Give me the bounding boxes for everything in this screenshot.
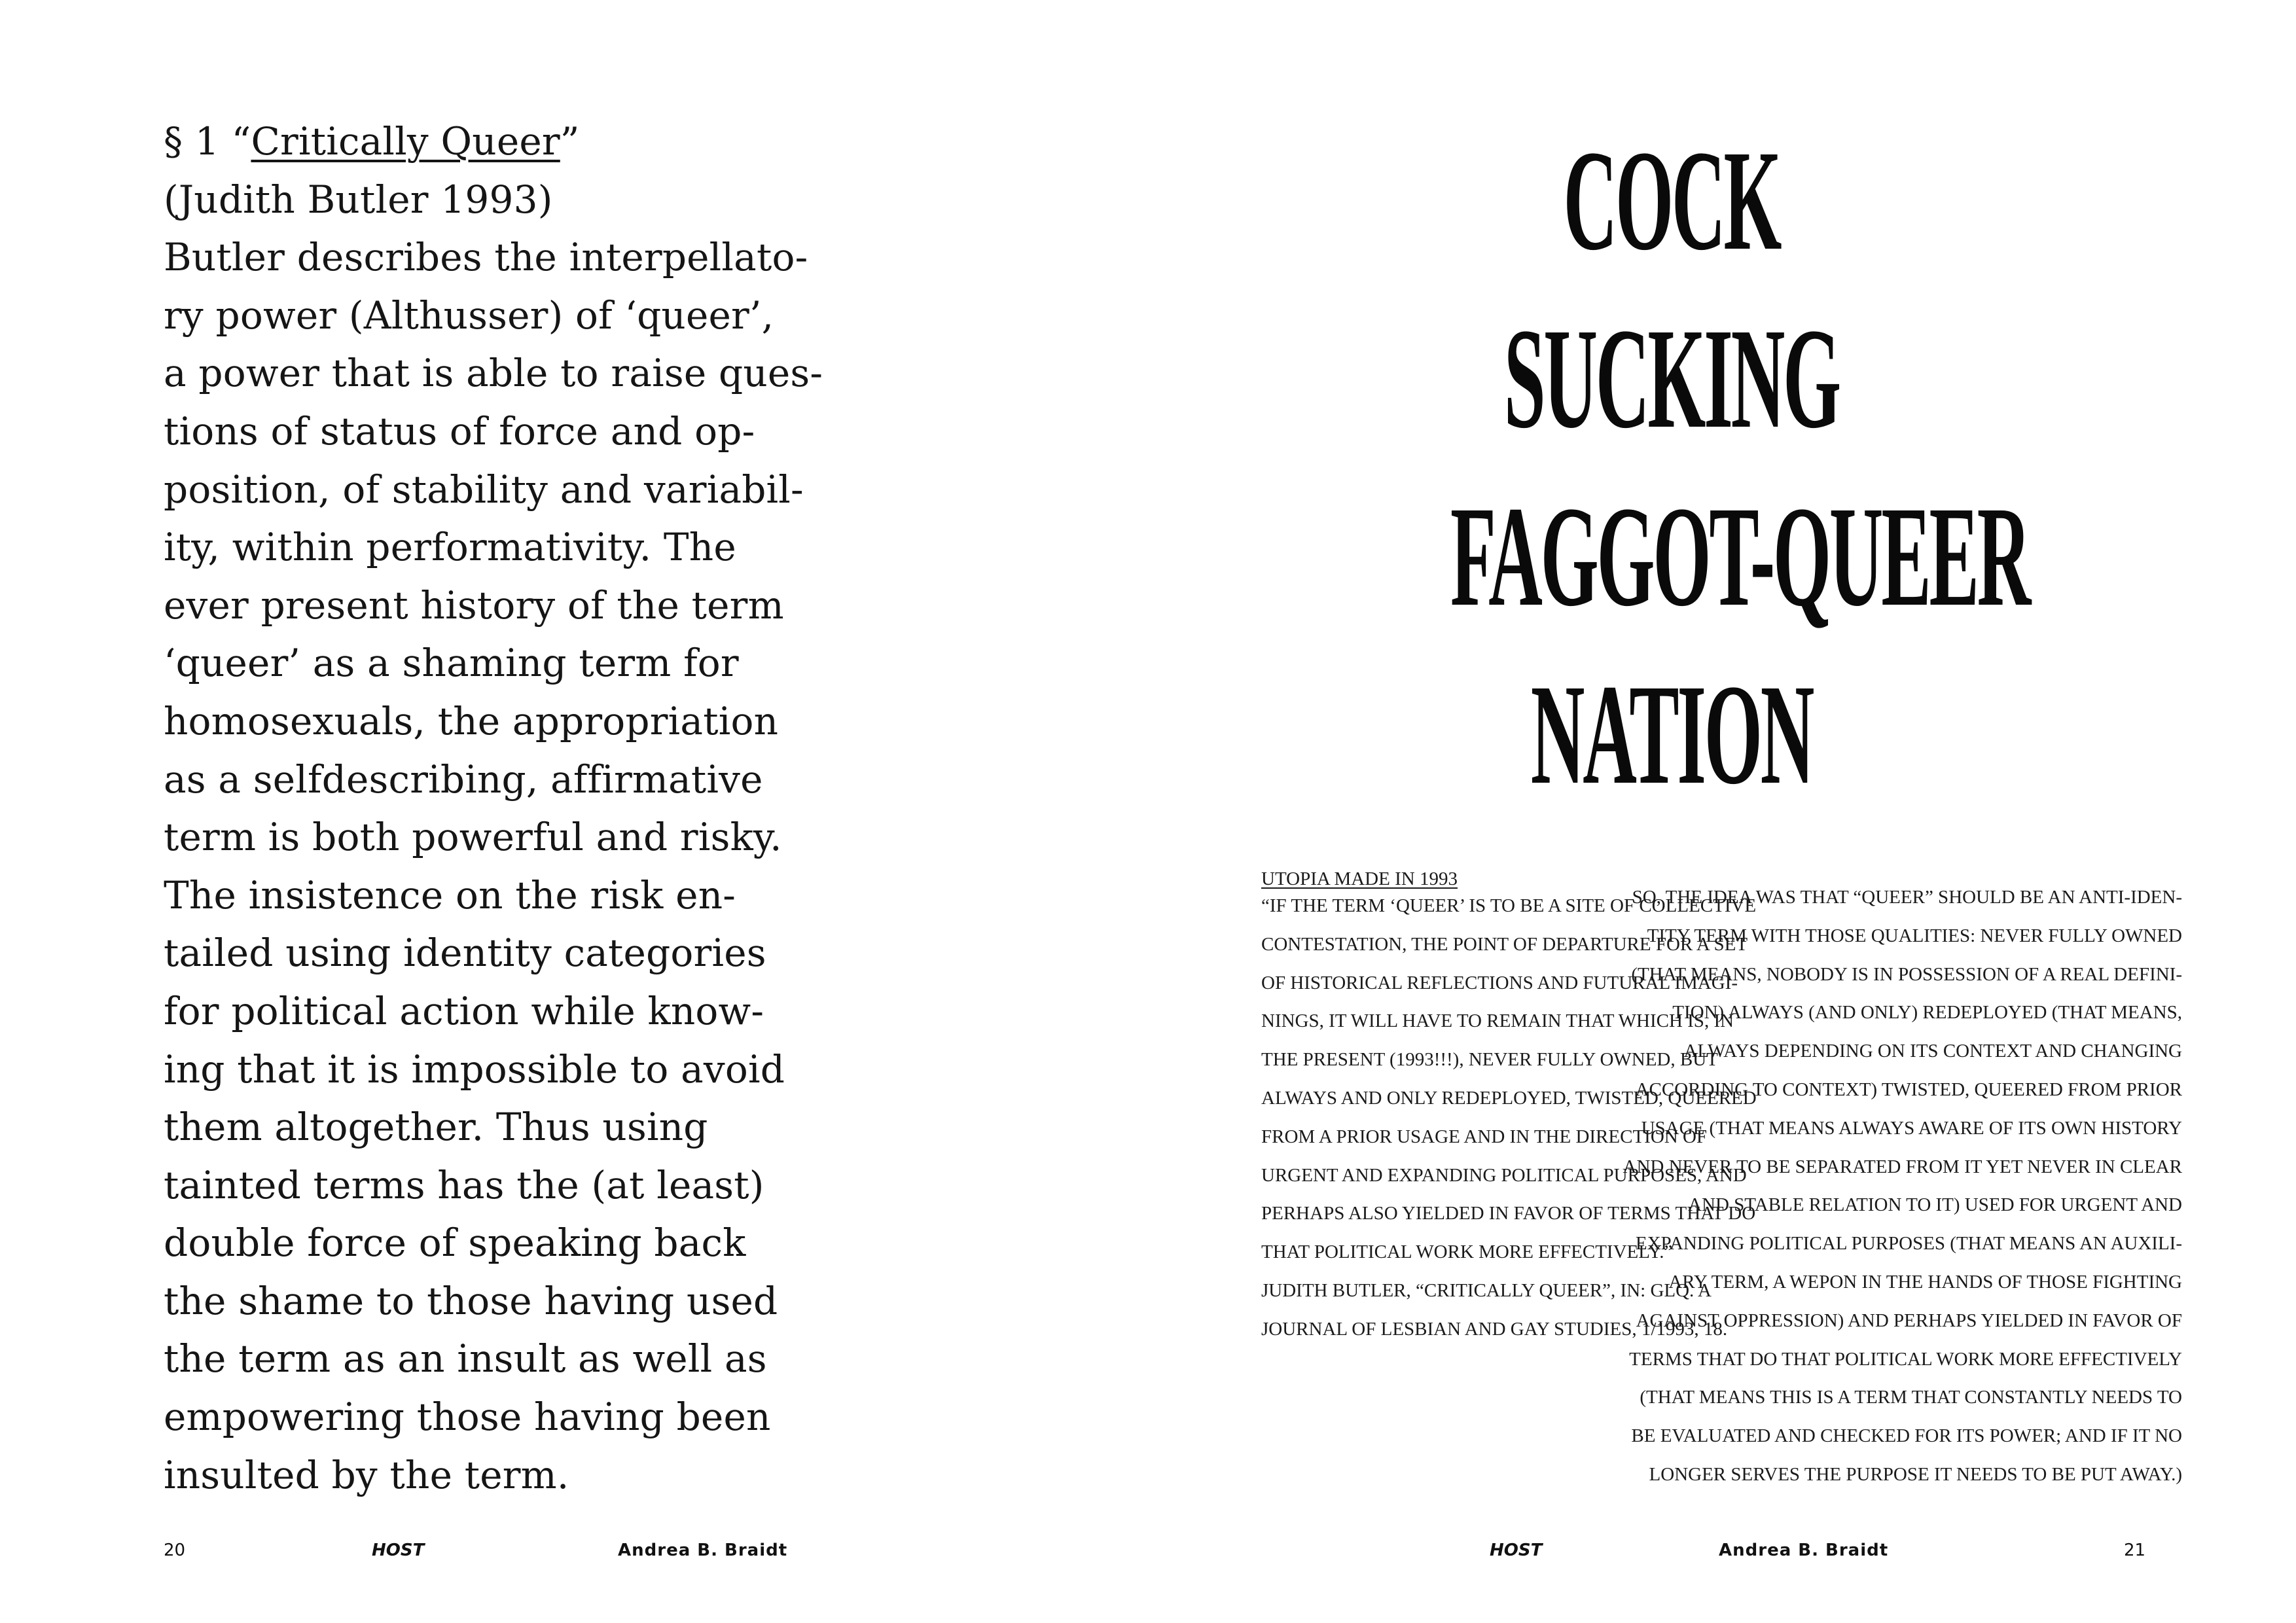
headline-line: COCK xyxy=(1563,120,1780,280)
left-author-name: Andrea B. Braidt xyxy=(618,1541,788,1560)
section-prefix: § 1 “ xyxy=(164,119,251,164)
headline-line: FAGGOT-QUEER xyxy=(1450,476,2030,636)
main-line: ARY TERM, A WEPON IN THE HANDS OF THOSE FIGHTING xyxy=(1668,1271,2182,1293)
section-title: Critically Queer xyxy=(251,119,560,164)
quote-line: PERHAPS ALSO YIELDED IN FAVOR OF TERMS THAT DO xyxy=(1261,1203,1756,1224)
body-line: term is both powerful and risky. xyxy=(164,815,782,860)
main-line: TION) ALWAYS (AND ONLY) REDEPLOYED (THAT MEANS, xyxy=(1672,1002,2182,1024)
main-line: SO, THE IDEA WAS THAT “QUEER” SHOULD BE AN ANTI-IDEN- xyxy=(1632,887,2182,908)
body-line: the shame to those having used xyxy=(164,1278,778,1323)
quote-line: “IF THE TERM ‘QUEER’ IS TO BE A SITE OF COLLECTIVE xyxy=(1261,895,1757,916)
quote-line: NINGS, IT WILL HAVE TO REMAIN THAT WHICH IS, IN xyxy=(1261,1010,1734,1032)
body-line: tailed using identity categories xyxy=(164,931,766,976)
body-line: empowering those having been xyxy=(164,1395,771,1440)
headline-line: NATION xyxy=(1530,654,1813,814)
utopia-label: UTOPIA MADE IN 1993 xyxy=(1261,868,1458,889)
quote-line: URGENT AND EXPANDING POLITICAL PURPOSES, AND xyxy=(1261,1164,1747,1186)
left-publication-name: HOST xyxy=(372,1541,425,1560)
right-page-number: 21 xyxy=(2124,1541,2146,1560)
quote-line: ALWAYS AND ONLY REDEPLOYED, TWISTED, QUEERED xyxy=(1261,1087,1757,1109)
right-page xyxy=(1148,0,2296,1623)
main-line: AGAINST OPPRESSION) AND PERHAPS YIELDED IN FAVOR OF xyxy=(1636,1310,2182,1331)
headline-line: SUCKING xyxy=(1503,298,1840,458)
main-line: ALWAYS DEPENDING ON ITS CONTEXT AND CHANGING xyxy=(1683,1041,2182,1062)
body-line: as a selfdescribing, affirmative xyxy=(164,757,763,802)
headline xyxy=(1246,111,2097,823)
quote-line: THAT POLITICAL WORK MORE EFFECTIVELY.” xyxy=(1261,1241,1673,1263)
left-text-block xyxy=(164,113,851,1504)
anti-identity-text xyxy=(1623,878,2182,1494)
main-line: USAGE (THAT MEANS ALWAYS AWARE OF ITS OWN HISTORY xyxy=(1641,1117,2182,1139)
main-line: EXPANDING POLITICAL PURPOSES (THAT MEANS AN AUXILI- xyxy=(1635,1233,2182,1255)
body-line: position, of stability and variabil- xyxy=(164,467,804,512)
left-page-number: 20 xyxy=(164,1541,186,1560)
right-author-name: Andrea B. Braidt xyxy=(1719,1541,1889,1560)
section-heading xyxy=(164,113,851,171)
body-line: Butler describes the interpellato- xyxy=(164,235,808,280)
quote-line: JOURNAL OF LESBIAN AND GAY STUDIES, 1/1993, 18. xyxy=(1261,1318,1728,1340)
body-line: ing that it is impossible to avoid xyxy=(164,1046,785,1092)
quote-line: OF HISTORICAL REFLECTIONS AND FUTURAL IMAGI- xyxy=(1261,972,1738,993)
body-line: ity, within performativity. The xyxy=(164,525,736,570)
body-line: for political action while know- xyxy=(164,988,764,1033)
main-line: AND NEVER TO BE SEPARATED FROM IT YET NEVER IN CLEAR xyxy=(1623,1156,2182,1177)
quote-line: CONTESTATION, THE POINT OF DEPARTURE FOR A SET xyxy=(1261,933,1748,955)
main-line: AND STABLE RELATION TO IT) USED FOR URGENT AND xyxy=(1688,1194,2182,1216)
quote-line: JUDITH BUTLER, “CRITICALLY QUEER”, IN: GLQ. A xyxy=(1261,1279,1712,1301)
main-line: BE EVALUATED AND CHECKED FOR ITS POWER; AND IF IT NO xyxy=(1631,1425,2182,1447)
right-publication-name: HOST xyxy=(1490,1541,1543,1560)
body-line: tainted terms has the (at least) xyxy=(164,1162,764,1207)
body-line: ry power (Althusser) of ‘queer’, xyxy=(164,293,774,338)
body-line: a power that is able to raise ques- xyxy=(164,351,823,396)
main-line: ACCORDING TO CONTEXT) TWISTED, QUEERED FROM PRIOR xyxy=(1635,1079,2182,1100)
body-line: tions of status of force and op- xyxy=(164,408,755,454)
section-suffix: ” xyxy=(560,119,580,164)
main-line: (THAT MEANS THIS IS A TERM THAT CONSTANTLY NEEDS TO xyxy=(1640,1387,2182,1408)
main-line: TITY TERM WITH THOSE QUALITIES: NEVER FULLY OWNED xyxy=(1647,925,2182,946)
body-line: ever present history of the term xyxy=(164,582,784,628)
main-line: (THAT MEANS, NOBODY IS IN POSSESSION OF A REAL DEFINI- xyxy=(1631,963,2182,985)
quote-line: THE PRESENT (1993!!!), NEVER FULLY OWNED, BUT xyxy=(1261,1049,1718,1071)
body-line: The insistence on the risk en- xyxy=(164,872,736,918)
body-line: ‘queer’ as a shaming term for xyxy=(164,641,739,686)
body-line: them altogether. Thus using xyxy=(164,1105,708,1150)
main-line: LONGER SERVES THE PURPOSE IT NEEDS TO BE PUT AWAY.) xyxy=(1649,1463,2182,1485)
body-line: homosexuals, the appropriation xyxy=(164,698,779,743)
body-line: insulted by the term. xyxy=(164,1452,569,1497)
body-line: double force of speaking back xyxy=(164,1221,746,1266)
quote-line: FROM A PRIOR USAGE AND IN THE DIRECTION OF xyxy=(1261,1126,1708,1147)
section-citation: (Judith Butler 1993) xyxy=(164,177,553,222)
body-line: the term as an insult as well as xyxy=(164,1336,767,1382)
main-line: TERMS THAT DO THAT POLITICAL WORK MORE EFFECTIVELY xyxy=(1629,1348,2182,1370)
